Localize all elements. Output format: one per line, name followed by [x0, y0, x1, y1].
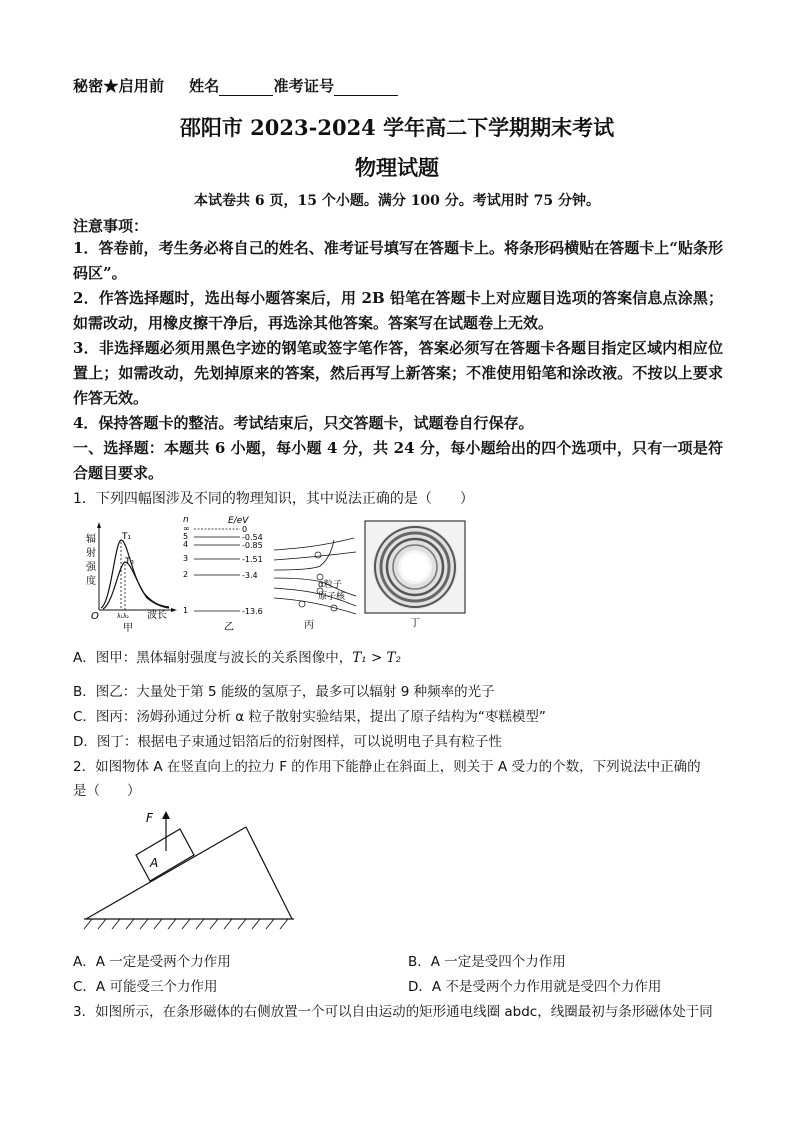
yi-e-axis: E/eV: [228, 516, 249, 526]
yi-e-3: -1.51: [242, 555, 263, 564]
ding-label: 丁: [410, 618, 420, 629]
yi-e-4: -0.85: [242, 541, 263, 550]
q1-option-c[interactable]: C．图丙：汤姆孙通过分析 α 粒子散射实验结果，提出了原子结构为“枣糕模型”: [73, 709, 546, 725]
yi-e-2: -3.4: [242, 571, 258, 580]
bing-label: 丙: [304, 620, 314, 631]
note-item-1: 1．答卷前，考生务必将自己的姓名、准考证号填写在答题卡上。将条形码横贴在答题卡上“贴条形码区”。: [73, 239, 723, 282]
yi-n-4: 4: [183, 540, 189, 549]
bing-nucleus: 原子核: [318, 592, 346, 602]
yi-label: 乙: [224, 622, 234, 632]
jia-ylabel-1: 辐: [86, 534, 96, 545]
yi-n-axis: n: [183, 515, 189, 525]
figure-yi: [180, 514, 280, 632]
name-blank[interactable]: [219, 80, 273, 96]
q2-option-c[interactable]: C．A 可能受三个力作用: [73, 979, 218, 995]
figure-jia: [85, 512, 180, 632]
yi-n-2: 2: [183, 570, 189, 579]
q1-option-a-formula: T₁ > T₂: [352, 650, 401, 666]
id-label: 准考证号: [273, 77, 335, 95]
incline-force-label: F: [146, 811, 153, 825]
q1-option-a[interactable]: [73, 646, 401, 666]
q2-option-d[interactable]: D．A 不是受两个力作用就是受四个力作用: [408, 979, 662, 995]
yi-n-5: 5: [183, 532, 189, 541]
yi-e-0: 0: [242, 525, 248, 534]
incline-block-label: A: [150, 856, 159, 870]
id-blank[interactable]: [334, 80, 398, 96]
q2-option-a[interactable]: A．A 一定是受两个力作用: [73, 954, 231, 970]
figure-bing: [272, 520, 360, 632]
q1-option-a-text: A．图甲：黑体辐射强度与波长的关系图像中，: [73, 650, 353, 666]
jia-ylabel-3: 强: [86, 562, 96, 573]
name-label: 姓名: [189, 77, 220, 95]
figure-ding: [364, 520, 466, 630]
figure-incline: [80, 805, 300, 935]
secret-label: 秘密★启用前: [73, 77, 165, 95]
yi-n-inf: ∞: [183, 524, 190, 533]
jia-label: 甲: [123, 623, 133, 632]
jia-lambda: λ₁λ₂: [117, 613, 129, 620]
q1-option-b[interactable]: B．图乙：大量处于第 5 能级的氢原子，最多可以辐射 9 种频率的光子: [73, 684, 495, 700]
q1-stem: 1．下列四幅图涉及不同的物理知识，其中说法正确的是（ ）: [73, 491, 474, 507]
jia-t1: T₁: [122, 532, 132, 542]
q2-option-b[interactable]: B．A 一定是受四个力作用: [408, 954, 566, 970]
yi-e-5: -0.54: [242, 533, 263, 542]
header-line: [73, 75, 398, 96]
note-item-3: 3．非选择题必须用黑色字迹的钢笔或签字笔作答，答案必须写在答题卡各题目指定区域内相应位置上；如需改动，先划掉原来的答案，然后再写上新答案；不准使用铅笔和涂改液。不按以上要求作答无效。: [73, 339, 723, 407]
exam-info: 本试卷共 6 页，15 个小题。满分 100 分。考试用时 75 分钟。: [193, 193, 601, 209]
bing-alpha: α粒子: [318, 580, 342, 590]
notes-heading: 注意事项：: [73, 217, 149, 235]
jia-origin: O: [91, 611, 99, 622]
note-item-2: 2．作答选择题时，选出每小题答案后，用 2B 铅笔在答题卡上对应题目选项的答案信息点涂黑；如需改动，用橡皮擦干净后，再选涂其他答案。答案写在试题卷上无效。: [73, 289, 723, 332]
yi-e-1: -13.6: [242, 607, 263, 616]
jia-xlabel: 波长: [147, 610, 167, 621]
q2-stem-line2: 是（ ）: [73, 783, 141, 799]
exam-title: 邵阳市 2023-2024 学年高二下学期期末考试: [179, 115, 615, 140]
yi-n-3: 3: [183, 554, 189, 563]
jia-ylabel-2: 射: [86, 548, 96, 559]
q3-stem: 3．如图所示，在条形磁体的右侧放置一个可以自由运动的矩形通电线圈 abdc，线圈最初与条形磁体处于同: [73, 1004, 713, 1020]
jia-ylabel-4: 度: [86, 576, 96, 587]
q2-stem-line1: 2．如图物体 A 在竖直向上的拉力 F 的作用下能静止在斜面上，则关于 A 受力的个数，下列说法中正确的: [73, 759, 701, 775]
q1-option-d[interactable]: D．图丁：根据电子束通过铝箔后的衍射图样，可以说明电子具有粒子性: [73, 734, 502, 750]
yi-n-1: 1: [183, 606, 189, 615]
note-item-4: 4．保持答题卡的整洁。考试结束后，只交答题卡，试题卷自行保存。: [73, 414, 534, 432]
jia-t2: T₂: [125, 557, 135, 567]
section-heading: 一、选择题：本题共 6 小题，每小题 4 分，共 24 分，每小题给出的四个选项中，只有一项是符合题目要求。: [73, 439, 723, 482]
subject-title: 物理试题: [355, 155, 439, 180]
